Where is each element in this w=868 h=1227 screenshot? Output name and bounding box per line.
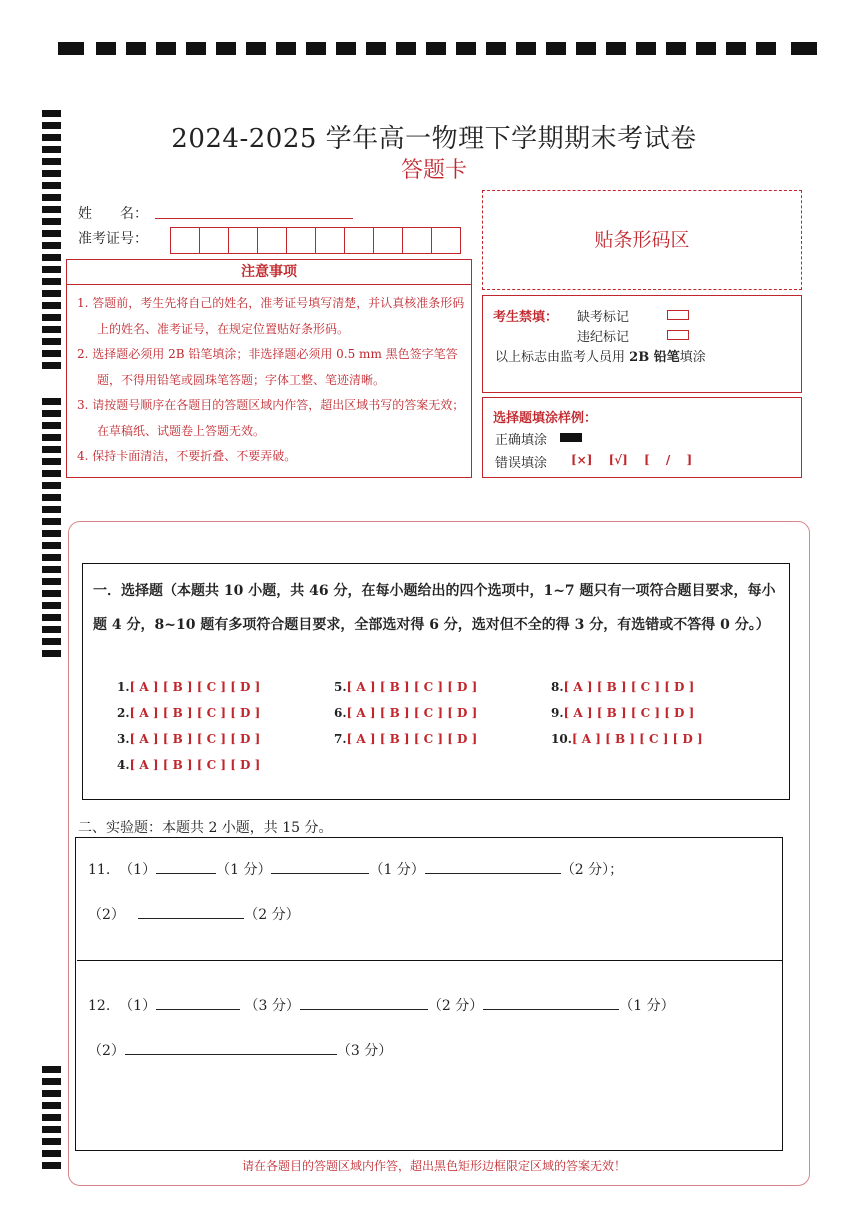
question-number: 6. (334, 706, 347, 720)
marker-block (42, 446, 61, 453)
marker-block (42, 1102, 61, 1109)
marker-block (42, 470, 61, 477)
marker-block (42, 230, 61, 237)
experiment-box (75, 837, 783, 1151)
marker-block (42, 482, 61, 489)
marker-block (456, 42, 476, 55)
marker-block (42, 242, 61, 249)
mc-question[interactable] (117, 758, 260, 772)
answer-blank[interactable] (483, 995, 619, 1010)
marker-block (186, 42, 206, 55)
marker-block (696, 42, 716, 55)
marker-block (216, 42, 236, 55)
marker-block (42, 278, 61, 285)
answer-blank[interactable] (156, 859, 216, 874)
answer-options[interactable]: [ A ] [ B ] [ C ] [ D ] (346, 732, 478, 746)
multiple-choice-section (82, 563, 790, 800)
notice-item: 4. 保持卡面清洁，不要折叠、不要弄破。 (77, 449, 297, 463)
marker-block (426, 42, 446, 55)
top-marker-bar (58, 42, 818, 56)
barcode-label: 贴条形码区 (594, 229, 690, 251)
answer-blank[interactable] (125, 1040, 337, 1055)
name-field[interactable] (155, 218, 353, 219)
answer-blank[interactable] (300, 995, 428, 1010)
answer-options[interactable]: [ A ] [ B ] [ C ] [ D ] (129, 732, 261, 746)
question-number: 2. (117, 706, 130, 720)
wrong-marks: [×] [√] [ / ] (571, 453, 693, 467)
marker-block (96, 42, 116, 55)
marker-block (42, 554, 61, 561)
q11-line1: 11. （1） （1 分） （1 分） （2 分）； (88, 859, 623, 879)
answer-blank[interactable] (425, 859, 561, 874)
marker-block (42, 314, 61, 321)
mc-question[interactable] (334, 732, 477, 746)
marker-block (42, 1090, 61, 1097)
correct-label: 正确填涂 (495, 433, 548, 448)
marker-block (42, 254, 61, 261)
marker-block (666, 42, 686, 55)
marker-block (42, 362, 61, 369)
id-digit-box[interactable] (315, 227, 345, 254)
sample-title: 选择题填涂样例： (493, 411, 598, 426)
marker-block (42, 110, 61, 117)
answer-options[interactable]: [ A ] [ B ] [ C ] [ D ] (129, 706, 261, 720)
mc-heading: 一．选择题（本题共 10 小题，共 46 分，在每小题给出的四个选项中，1~7 题只有一项符合题目要求，每小题 4 分，8~10 题有多项符合题目要求，全部选对得 6 分，选对但不全的得 3 分，有选错或不答得 0 分。） (93, 583, 776, 633)
marker-block (576, 42, 596, 55)
marker-block (42, 1150, 61, 1157)
answer-options[interactable]: [ A ] [ B ] [ C ] [ D ] (129, 758, 261, 772)
footer-warning: 请在各题目的答题区域内作答，超出黑色矩形边框限定区域的答案无效！ (241, 1159, 626, 1173)
marker-block (42, 650, 61, 657)
marker-block (42, 1138, 61, 1145)
page-subtitle: 答题卡 (400, 158, 467, 183)
id-digit-box[interactable] (373, 227, 403, 254)
answer-options[interactable]: [ A ] [ B ] [ C ] [ D ] (129, 680, 261, 694)
marker-block (756, 42, 776, 55)
id-number-boxes[interactable] (170, 227, 460, 254)
marker-block (42, 410, 61, 417)
mc-question[interactable] (117, 680, 260, 694)
question-number: 8. (551, 680, 564, 694)
marker-block (42, 290, 61, 297)
marker-block (791, 42, 817, 55)
id-digit-box[interactable] (199, 227, 229, 254)
violation-mark-box[interactable] (667, 330, 689, 340)
marker-block (42, 1114, 61, 1121)
marker-block (42, 578, 61, 585)
question-number: 9. (551, 706, 564, 720)
marker-block (156, 42, 176, 55)
marker-block (42, 218, 61, 225)
marker-block (42, 542, 61, 549)
mc-question[interactable] (334, 680, 477, 694)
marker-block (42, 194, 61, 201)
fill-sample-box (482, 397, 802, 478)
question-number: 10. (551, 732, 572, 746)
id-digit-box[interactable] (402, 227, 432, 254)
marker-block (42, 530, 61, 537)
marker-block (42, 398, 61, 405)
id-label: 准考证号： (78, 231, 148, 247)
experiment-title: 二、实验题：本题共 2 小题，共 15 分。 (78, 820, 333, 836)
marker-block (42, 206, 61, 213)
mc-question[interactable] (334, 706, 477, 720)
forbid-note: 以上标志由监考人员用 2B 铅笔填涂 (495, 350, 706, 365)
question-number: 4. (117, 758, 130, 772)
marker-block (42, 326, 61, 333)
answer-options[interactable]: [ A ] [ B ] [ C ] [ D ] (563, 706, 695, 720)
q12-line2: （2） （3 分） (88, 1040, 392, 1060)
q11-line2: （2） （2 分） (88, 904, 300, 924)
answer-options[interactable]: [ A ] [ B ] [ C ] [ D ] (346, 680, 478, 694)
marker-block (486, 42, 506, 55)
marker-block (42, 434, 61, 441)
marker-block (276, 42, 296, 55)
forbid-box (482, 295, 802, 393)
marker-block (42, 338, 61, 345)
marker-block (396, 42, 416, 55)
marker-block (246, 42, 266, 55)
question-number: 5. (334, 680, 347, 694)
notice-heading: 注意事项 (67, 260, 471, 285)
marker-block (42, 350, 61, 357)
mc-question[interactable] (117, 732, 260, 746)
marker-block (42, 506, 61, 513)
marker-block (336, 42, 356, 55)
notice-item: 1. 答题前，考生先将自己的姓名，准考证号填写清楚，并认真核准条形码上的姓名、准考证号，在规定位置贴好条形码。 (77, 296, 465, 336)
marker-block (42, 1126, 61, 1133)
answer-blank[interactable] (138, 904, 244, 919)
question-number: 3. (117, 732, 130, 746)
mc-question[interactable] (551, 732, 703, 746)
id-digit-box[interactable] (286, 227, 316, 254)
answer-options[interactable]: [ A ] [ B ] [ C ] [ D ] (346, 706, 478, 720)
marker-block (516, 42, 536, 55)
id-digit-box[interactable] (170, 227, 200, 254)
marker-block (42, 1066, 61, 1073)
name-label: 姓 名： (78, 206, 148, 222)
marker-block (636, 42, 656, 55)
mc-question[interactable] (117, 706, 260, 720)
forbid-title: 考生禁填： (493, 310, 559, 325)
marker-block (42, 590, 61, 597)
id-digit-box[interactable] (257, 227, 287, 254)
absent-label: 缺考标记 (577, 310, 630, 325)
mc-question[interactable] (551, 680, 694, 694)
answer-blank[interactable] (271, 859, 369, 874)
marker-block (42, 494, 61, 501)
marker-block (42, 518, 61, 525)
answer-options[interactable]: [ A ] [ B ] [ C ] [ D ] (571, 732, 703, 746)
marker-block (366, 42, 386, 55)
marker-block (42, 422, 61, 429)
mc-question[interactable] (551, 706, 694, 720)
q12-line1: 12. （1） （3 分） （2 分） （1 分） (88, 995, 675, 1015)
marker-block (42, 458, 61, 465)
id-digit-box[interactable] (344, 227, 374, 254)
notice-box (66, 259, 472, 478)
violation-label: 违纪标记 (577, 330, 630, 345)
question-number: 1. (117, 680, 130, 694)
barcode-area (482, 190, 802, 290)
marker-block (42, 638, 61, 645)
question-number: 7. (334, 732, 347, 746)
side-marker-bar (42, 0, 62, 1227)
marker-block (42, 626, 61, 633)
absent-mark-box[interactable] (667, 310, 689, 320)
marker-block (42, 602, 61, 609)
divider (77, 960, 783, 961)
marker-block (126, 42, 146, 55)
marker-block (606, 42, 626, 55)
notice-item: 3. 请按题号顺序在各题目的答题区域内作答，超出区域书写的答案无效；在草稿纸、试题卷上答题无效。 (77, 398, 465, 438)
marker-block (42, 302, 61, 309)
wrong-label: 错误填涂 (495, 456, 548, 471)
marker-block (546, 42, 566, 55)
marker-block (42, 614, 61, 621)
answer-options[interactable]: [ A ] [ B ] [ C ] [ D ] (563, 680, 695, 694)
marker-block (42, 1078, 61, 1085)
page-title: 2024-2025 学年高一物理下学期期末考试卷 (171, 124, 697, 154)
marker-block (42, 266, 61, 273)
id-digit-box[interactable] (431, 227, 461, 254)
answer-blank[interactable] (156, 995, 240, 1010)
notice-item: 2. 选择题必须用 2B 铅笔填涂；非选择题必须用 0.5 mm 黑色签字笔答题，不得用铅笔或圆珠笔答题；字体工整、笔迹清晰。 (77, 347, 458, 387)
marker-block (42, 566, 61, 573)
marker-block (306, 42, 326, 55)
marker-block (726, 42, 746, 55)
filled-mark-icon (560, 433, 582, 442)
id-digit-box[interactable] (228, 227, 258, 254)
